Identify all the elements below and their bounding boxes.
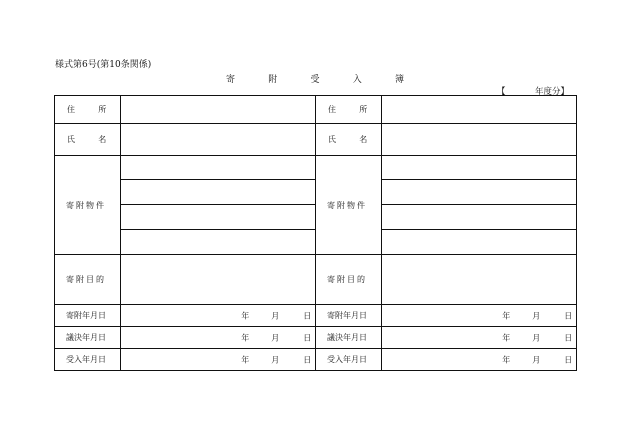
resolution-date-field-right[interactable]: 年 月 日 bbox=[382, 327, 577, 349]
donation-item-field-right[interactable] bbox=[382, 180, 577, 205]
donation-date-label: 寄附年月日 bbox=[315, 305, 381, 327]
address-label: 住 所 bbox=[315, 96, 381, 124]
name-label: 氏 名 bbox=[315, 124, 381, 156]
donation-item-field-right[interactable] bbox=[382, 205, 577, 230]
document-title bbox=[226, 72, 404, 85]
form-id: 様式第6号(第10条関係) bbox=[55, 60, 152, 70]
donation-item-label: 寄附物件 bbox=[315, 156, 381, 255]
donation-purpose-label: 寄附目的 bbox=[55, 255, 121, 305]
address-field-left[interactable] bbox=[121, 96, 316, 124]
name-label: 氏 名 bbox=[55, 124, 121, 156]
title-char: 受 bbox=[310, 75, 320, 85]
resolution-date-label: 議決年月日 bbox=[315, 327, 381, 349]
donation-register-table bbox=[54, 95, 577, 371]
donation-item-field-left[interactable] bbox=[121, 180, 316, 205]
resolution-date-field-left[interactable]: 年 月 日 bbox=[121, 327, 316, 349]
title-char: 入 bbox=[352, 75, 362, 85]
name-field-right[interactable] bbox=[382, 124, 577, 156]
acceptance-date-field-right[interactable]: 年 月 日 bbox=[382, 349, 577, 371]
donation-item-field-left[interactable] bbox=[121, 230, 316, 255]
resolution-date-label: 議決年月日 bbox=[55, 327, 121, 349]
donation-date-field-left[interactable]: 年 月 日 bbox=[121, 305, 316, 327]
acceptance-date-field-left[interactable]: 年 月 日 bbox=[121, 349, 316, 371]
title-char: 簿 bbox=[394, 75, 404, 85]
address-label: 住 所 bbox=[55, 96, 121, 124]
donation-item-field-right[interactable] bbox=[382, 156, 577, 180]
donation-date-label: 寄附年月日 bbox=[55, 305, 121, 327]
donation-item-field-left[interactable] bbox=[121, 156, 316, 180]
address-field-right[interactable] bbox=[382, 96, 577, 124]
title-char: 寄 bbox=[226, 75, 236, 85]
donation-item-field-left[interactable] bbox=[121, 205, 316, 230]
donation-purpose-field-left[interactable] bbox=[121, 255, 316, 305]
donation-date-field-right[interactable]: 年 月 日 bbox=[382, 305, 577, 327]
fiscal-year-text: 年度分】 bbox=[535, 87, 570, 97]
donation-item-field-right[interactable] bbox=[382, 230, 577, 255]
donation-item-label: 寄附物件 bbox=[55, 156, 121, 255]
acceptance-date-label: 受入年月日 bbox=[315, 349, 381, 371]
title-char: 附 bbox=[268, 75, 278, 85]
donation-purpose-field-right[interactable] bbox=[382, 255, 577, 305]
fiscal-bracket-left: 【 bbox=[497, 87, 506, 97]
donation-purpose-label: 寄附目的 bbox=[315, 255, 381, 305]
name-field-left[interactable] bbox=[121, 124, 316, 156]
acceptance-date-label: 受入年月日 bbox=[55, 349, 121, 371]
